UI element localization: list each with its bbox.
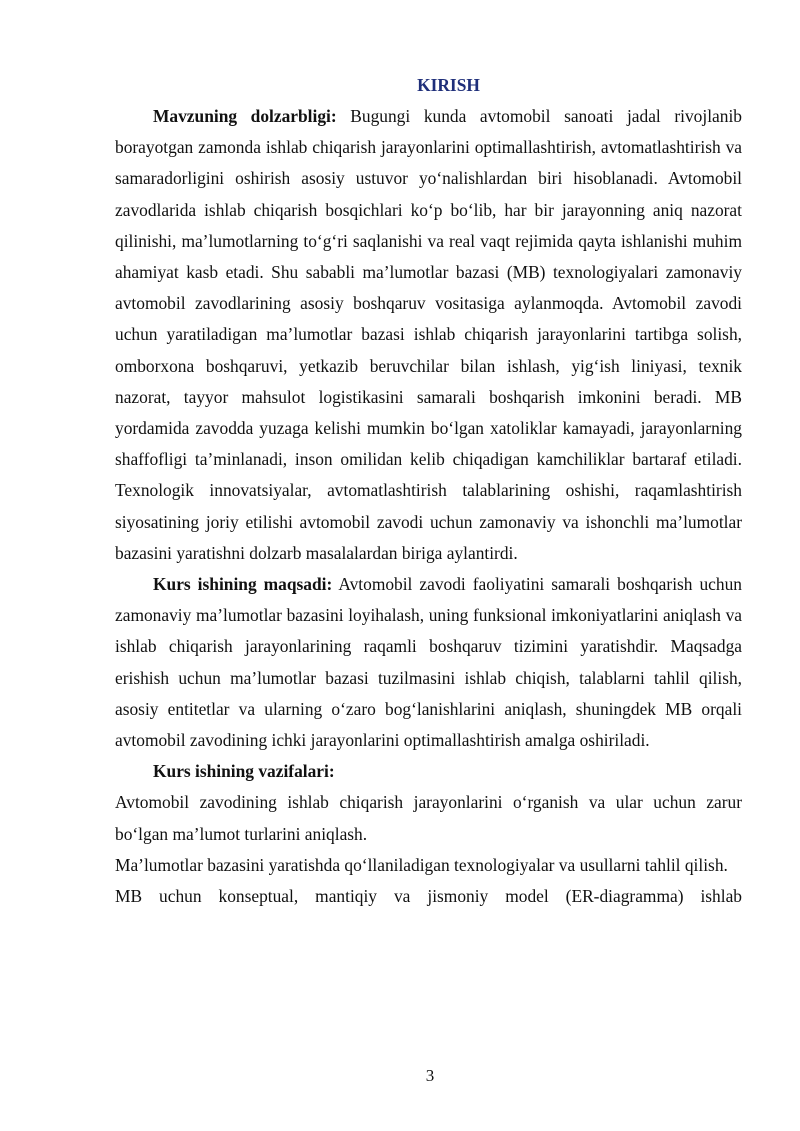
goal-heading: Kurs ishining maqsadi: (153, 574, 333, 595)
task-item: MB uchun konseptual, mantiqiy va jismoniy model (ER-diagramma) ishlab (115, 886, 742, 907)
section-title: KIRISH (417, 75, 480, 95)
page-number: 3 (425, 1066, 435, 1085)
relevance-paragraph (115, 101, 742, 569)
document-page (115, 70, 742, 912)
task-item: Ma’lumotlar bazasini yaratishda qo‘llaniladigan texnologiyalar va usullarni tahlil qilish. (115, 854, 728, 875)
task-item: Avtomobil zavodining ishlab chiqarish jarayonlarini o‘rganish va ular uchun zarur bo‘lgan ma’lumot turlarini aniqlash. (115, 792, 742, 844)
goal-text: Avtomobil zavodi faoliyatini samarali boshqarish uchun zamonaviy ma’lumotlar bazasini loyihalash, uning funksional imkoniyatlarini aniqlash va ishlab chiqarish jarayonlarining raqamli boshqaruv tizimini yaratishdir. Maqsadga erishish uchun ma’lumotlar bazasi tuzilmasini ishlab chiqish, talablarni tahlil qilish, asosiy entitetlar va ularning o‘zaro bog‘lanishlarini aniqlash, shuningdek MB orqali avtomobil zavodining ichki jarayonlarini optimallashtirish amalga oshiriladi. (115, 574, 742, 751)
goal-paragraph (115, 569, 742, 756)
tasks-heading-paragraph (115, 756, 742, 787)
tasks-heading: Kurs ishining vazifalari: (153, 761, 335, 782)
relevance-heading: Mavzuning dolzarbligi: (153, 106, 337, 126)
relevance-text: Bugungi kunda avtomobil sanoati jadal rivojlanib borayotgan zamonda ishlab chiqarish jarayonlarini optimallashtirish, avtomatlashtirish va samaradorligini oshirish asosiy ustuvor yo‘nalishlardan biri hisoblanadi. Avtomobil zavodlarida ishlab chiqarish bosqichlari ko‘p bo‘lib, har bir jarayonning aniq nazorat qilinishi, ma’lumotlarning to‘g‘ri saqlanishi va real vaqt rejimida qayta ishlanishi muhim ahamiyat kasb etadi. Shu sababli ma’lumotlar bazasi (MB) texnologiyalari zamonaviy avtomobil zavodlarining asosiy boshqaruv vositasiga aylanmoqda. Avtomobil zavodi uchun yaratiladigan ma’lumotlar bazasi ishlab chiqarish jarayonlarini tartibga solish, omborxona boshqaruvi, yetkazib beruvchilar bilan ishlash, yig‘ish liniyasi, texnik nazorat, tayyor mahsulot logistikasini samarali boshqarish imkonini beradi. MB yordamida zavodda yuzaga kelishi mumkin bo‘lgan xatoliklar kamayadi, jarayonlarning shaffofligi ta’minlanadi, inson omilidan kelib chiqadigan kamchiliklar bartaraf etiladi. Texnologik innovatsiyalar, avtomatlashtirish talablarining oshishi, raqamlashtirish siyosatining joriy etilishi avtomobil zavodi uchun zamonaviy va ishonchli ma’lumotlar bazasini yaratishni dolzarb masalalardan biriga aylantirdi. (115, 106, 742, 563)
